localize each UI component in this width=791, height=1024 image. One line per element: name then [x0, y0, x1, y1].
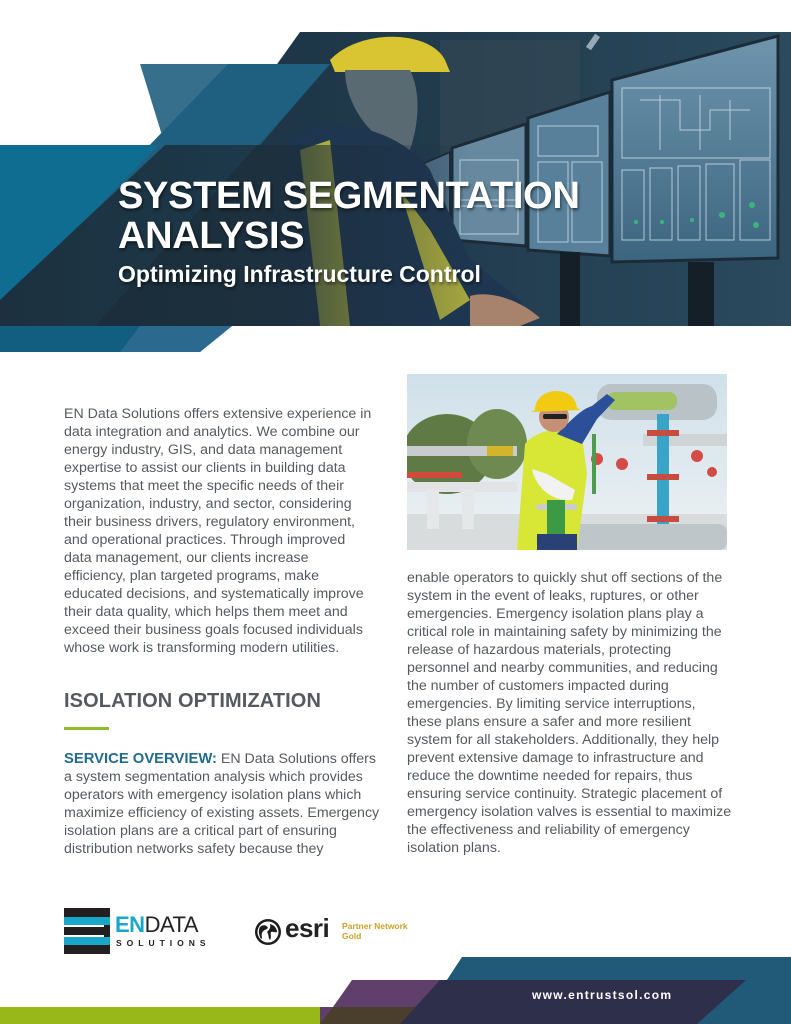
section-heading: ISOLATION OPTIMIZATION [64, 690, 321, 712]
endata-solutions-text: SOLUTIONS [116, 938, 211, 948]
esri-partner-logo [254, 913, 424, 950]
service-overview-label: SERVICE OVERVIEW: [64, 751, 217, 767]
globe-icon [254, 918, 282, 946]
website-link[interactable]: www.entrustsol.com [532, 988, 673, 1002]
endata-mark-icon [64, 908, 110, 954]
title-line-1: SYSTEM SEGMENTATION [118, 175, 580, 217]
endata-wordmark: ENDATA [115, 912, 198, 937]
worker-valve-photo [407, 374, 727, 550]
service-overview-text: EN Data Solutions offers a system segmentation analysis which provides operators with emergency isolation plans which maximize efficiency of existing assets. Emergency isolation plans are a critical part of ensuring distribution networks safety because they [64, 751, 380, 857]
service-overview-paragraph [64, 750, 386, 858]
hero-banner [0, 0, 791, 360]
endata-solutions-logo [64, 908, 209, 954]
service-overview-continued: enable operators to quickly shut off sections of the system in the event of leaks, ruptures, or other emergencies. Emergency isolation plans play a critical role in maintaining safety by minimizing the release of hazardous materials, protecting personnel and nearby communities, and reducing the number of customers impacted during emergencies. By limiting service interruptions, these plans ensure a safer and more resilient system for all stakeholders. Additionally, they help prevent extensive damage to infrastructure and reduce the downtime needed for repairs, thus ensuring service continuity. Strategic placement of emergency isolation valves is essential to maximize the effectiveness and reliability of emergency isolation plans. [407, 570, 732, 856]
page-title [118, 176, 638, 256]
esri-wordmark: esri [285, 913, 330, 943]
footer-graphic [0, 955, 791, 1024]
footer-band [0, 955, 791, 1024]
heading-accent-rule [64, 727, 109, 730]
title-line-2: ANALYSIS [118, 215, 305, 257]
pipeline-worker-image [407, 374, 727, 550]
intro-paragraph: EN Data Solutions offers extensive experience in data integration and analytics. We combine our energy industry, GIS, and data management expertise to assist our clients in building data systems that meet the specific needs of their organization, industry, and sector, considering their business drivers, regulatory environment, and operational practices. Through improved data management, our clients increase efficiency, plan targeted programs, make educated decisions, and systematically improve their data quality, which helps them meet and exceed their business goals focused individuals whose work is transforming modern utilities. [64, 406, 372, 656]
partner-network-badge: Partner Network Gold [342, 921, 408, 941]
page-subtitle: Optimizing Infrastructure Control [118, 261, 481, 287]
